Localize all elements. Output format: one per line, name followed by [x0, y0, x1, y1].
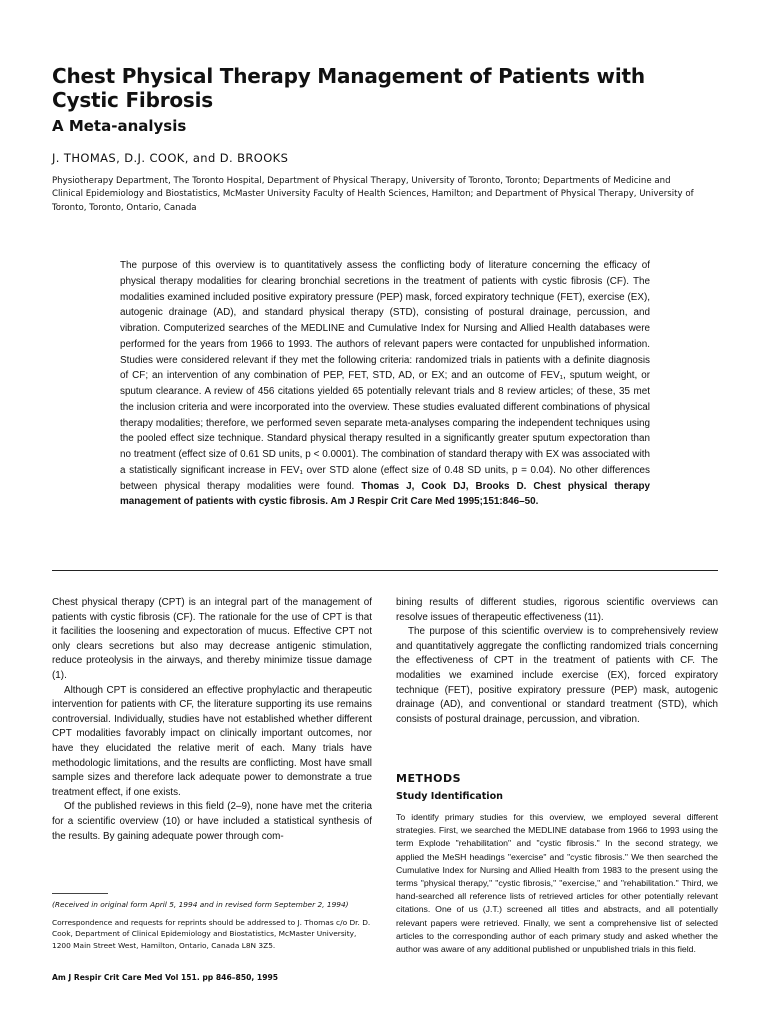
author-affiliation: Physiotherapy Department, The Toronto Hospital, Department of Physical Therapy, University of Toronto, Toronto; Departments of Medicine and Clinical Epidemiology and Biostatistics, McMaster University Faculty of Health Sciences, Hamilton; and Department of Physical Therapy, University of Toronto, Toronto, Ontario, Canada	[52, 176, 694, 213]
section-divider	[52, 570, 718, 571]
correspondence-note: Correspondence and requests for reprints should be addressed to J. Thomas c/o Dr. D. Cook, Department of Clinical Epidemiology and Biostatistics, McMaster University, 1200 Main Street West, Hamilton, Ontario, Canada L8N 3Z5.	[52, 918, 371, 950]
body-column-right	[396, 596, 718, 727]
body-paragraph: Although CPT is considered an effective prophylactic and therapeutic intervention for patients with CF, the literature supporting its use remains controversial. Individually, studies have not established whether different CPT modalities favorably impact on clinically important outcomes, nor have they elucidated the relative merit of each. Many trials have methodologic limitations, and the results are conflicting. Most have small sample sizes and therefore lack adequate power to demonstrate a true treatment effect, if one exists.	[52, 684, 372, 798]
methods-paragraph: To identify primary studies for this overview, we employed several different strategies. First, we searched the MEDLINE database from 1966 to 1993 using the term Explode "rehabilitation" and "cystic fibrosis." In the second strategy, we applied the MeSH headings "exercise" and "cystic fibrosis." We then searched the Cumulative Index for Nursing and Allied Health from 1983 to the present using the terms "physical therapy," "cystic fibrosis," "exercise," and "rehabilitation." Third, we hand-searched all reference lists of retrieved articles for other potentially relevant citations. One of us (J.T.) screened all titles and abstracts, and all potentially relevant papers were retrieved. Finally, we sent a comprehensive list of selected articles to the corresponding author of each primary study and asked whether the author was aware of any additional published or unpublished trials in this field.	[396, 812, 718, 955]
body-paragraph: The purpose of this scientific overview is to comprehensively review and quantitatively aggregate the conflicting randomized trials concerning the effectiveness of CPT in the treatment of patients with CF. The modalities we examined include exercise (EX), forced expiratory technique (FET), positive expiratory pressure (PEP) mask, autogenic drainage (AD), and conventional or standard treatment (STD), which consists of postural drainage, percussion, and vibration.	[396, 626, 718, 725]
body-paragraph: bining results of different studies, rigorous scientific overviews can resolve issues of therapeutic effectiveness (11).	[396, 597, 718, 623]
footnote-divider	[52, 893, 108, 894]
received-date-note: (Received in original form April 5, 1994 and in revised form September 2, 1994)	[52, 900, 349, 909]
body-paragraph: Chest physical therapy (CPT) is an integral part of the management of patients with cystic fibrosis (CF). The rationale for the use of CPT is that it facilities the loosening and expectoration of mucus. Effective CPT not only clears secretions but also may decrease antigenic stimulation, reduce proteolysis in the airways, and thereby minimize tissue damage (1).	[52, 597, 372, 681]
methods-heading: METHODS	[396, 772, 462, 785]
article-subtitle: A Meta-analysis	[52, 117, 187, 135]
body-column-left	[52, 596, 372, 844]
abstract-citation: Thomas J, Cook DJ, Brooks D. Chest physical therapy management of patients with cystic fibrosis. Am J Respir Crit Care Med 1995;151:846–50.	[120, 480, 651, 508]
abstract	[120, 258, 650, 510]
journal-citation-line: Am J Respir Crit Care Med Vol 151. pp 846–850, 1995	[52, 973, 279, 982]
article-title: Chest Physical Therapy Management of Patients with Cystic Fibrosis	[52, 64, 645, 112]
author-list: J. THOMAS, D.J. COOK, and D. BROOKS	[52, 151, 289, 165]
body-paragraph: Of the published reviews in this field (2–9), none have met the criteria for a scientific overview (10) or have included a statistical synthesis of the results. By gaining adequate power through com-	[52, 801, 372, 842]
study-identification-heading: Study Identification	[396, 791, 504, 802]
abstract-text: The purpose of this overview is to quantitatively assess the conflicting body of literature concerning the efficacy of physical therapy modalities for clearing bronchial secretions in the treatment of patients with cystic fibrosis (CF). The modalities examined included positive expiratory pressure (PEP) mask, forced expiratory technique (FET), exercise (EX), autogenic drainage (AD), and standard physical therapy (STD), consisting of postural drainage, percussion, and vibration. Computerized searches of the MEDLINE and Cumulative Index for Nursing and Allied Health databases were performed for the years from 1966 to 1993. The authors of relevant papers were contacted for unpublished information. Studies were considered relevant if they met the following criteria: randomized trials in patients with a definite diagnosis of CF; an intervention of any combination of PEP, FET, STD, AD, or EX; and an outcome of FEV₁, sputum weight, or sputum clearance. A review of 456 citations yielded 65 potentially relevant trials and 8 review articles; of these, 35 met the inclusion criteria and were incorporated into the overview. These studies evaluated different combinations of physical therapy modalities; therefore, we performed seven separate meta-analyses comparing the independent techniques using the pooled effect size technique. Standard physical therapy resulted in a significantly greater sputum expectoration than no treatment (effect size of 0.61 SD units, p < 0.0001). The combination of standard therapy with EX was associated with a statistically significant increase in FEV₁ over STD alone (effect size of 0.48 SD units, p = 0.04). No other differences between physical therapy modalities were found.	[120, 260, 650, 492]
